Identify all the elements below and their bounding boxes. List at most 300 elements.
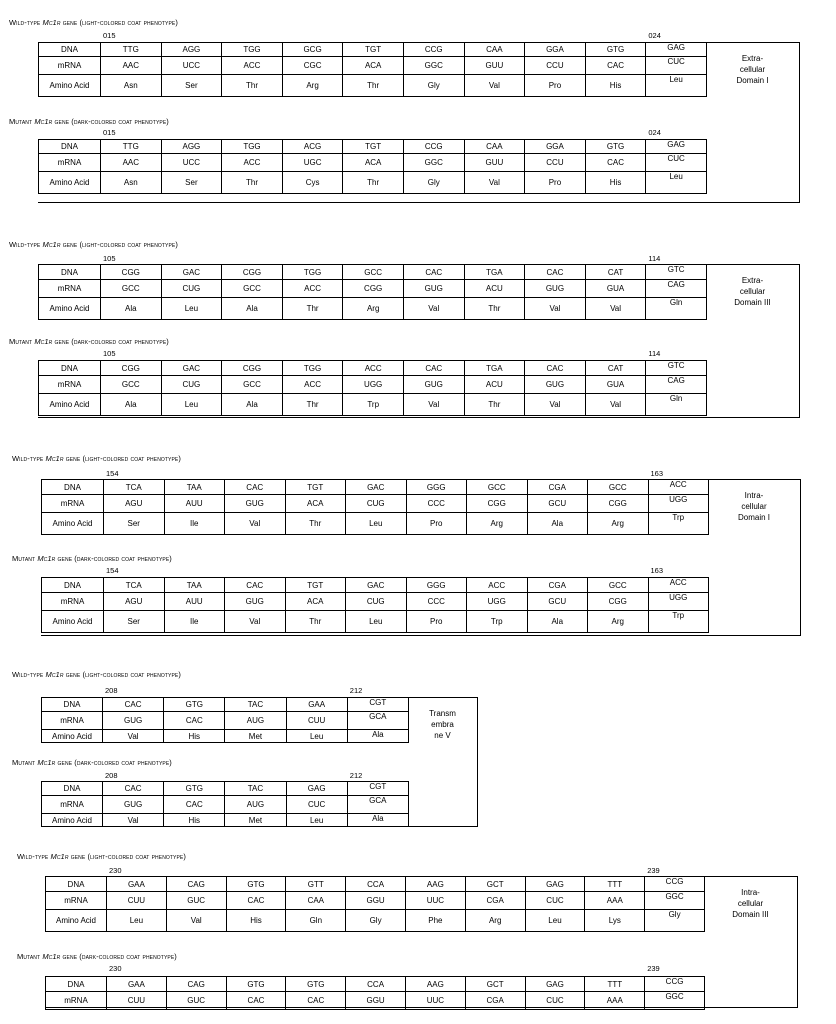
codon-cell: GUU <box>464 57 525 75</box>
codon-cell: Lys <box>585 910 645 932</box>
codon-cell: TGT <box>343 43 404 57</box>
section-bottom-border <box>41 826 408 827</box>
domain-label-line: Extra- <box>741 54 764 63</box>
codon-cell: GAC <box>161 361 222 376</box>
codon-start-position: 105 <box>103 349 116 358</box>
codon-cell: GAC <box>161 265 222 280</box>
codon-cell: ACU <box>464 376 525 394</box>
codon-cell: CCG <box>645 977 705 992</box>
domain-label <box>408 697 478 827</box>
codon-cell: GCU <box>527 593 588 611</box>
codon-cell: GTG <box>585 43 646 57</box>
codon-cell: GUU <box>464 154 525 172</box>
codon-cell: CGT <box>347 782 408 796</box>
codon-cell: Asn <box>101 75 162 97</box>
table-row <box>39 43 707 57</box>
table-row <box>39 75 707 97</box>
codon-cell: CGG <box>588 495 649 513</box>
row-label: mRNA <box>39 280 101 298</box>
codon-cell: CGG <box>101 265 162 280</box>
table-row <box>39 265 707 280</box>
codon-cell: TTT <box>585 977 645 992</box>
codon-cell: GAG <box>286 782 347 796</box>
wild-type-label: Wild-type Mc1r gene (light-colored coat phenotype) <box>9 18 178 27</box>
gene-name: Mc1r <box>42 952 61 961</box>
codon-end-position: 163 <box>650 469 664 478</box>
codon-end-position: 239 <box>647 964 660 973</box>
table-row <box>42 495 709 513</box>
gene-name: Mc1r <box>42 240 61 249</box>
codon-cell: CCG <box>403 140 464 154</box>
codon-cell: GGC <box>403 154 464 172</box>
wild-type-label: Wild-type Mc1r gene (light-colored coat phenotype) <box>9 240 178 249</box>
domain-label-line: cellular <box>739 287 766 296</box>
codon-cell: CCU <box>525 57 586 75</box>
codon-start-position: 208 <box>105 771 118 780</box>
codon-cell: ACU <box>464 280 525 298</box>
codon-cell: ACC <box>467 578 528 593</box>
codon-cell: GCC <box>343 265 404 280</box>
mutant-label: Mutant Mc1r gene (dark-colored coat phenotype) <box>12 758 172 767</box>
row-label: DNA <box>39 140 101 154</box>
codon-cell: ACC <box>648 578 709 593</box>
table-row <box>42 712 409 730</box>
codon-cell: CGG <box>588 593 649 611</box>
codon-cell: Ser <box>161 172 222 194</box>
codon-cell: GCC <box>222 280 283 298</box>
codon-cell: Ala <box>527 513 588 535</box>
codon-end-position: 239 <box>647 866 660 875</box>
codon-cell: ACA <box>343 57 404 75</box>
mutant-label: Mutant Mc1r gene (dark-colored coat phenotype) <box>12 554 172 563</box>
row-label: Amino Acid <box>42 611 104 633</box>
domain-label-line: Domain I <box>736 76 769 85</box>
codon-cell: AAG <box>405 977 465 992</box>
codon-cell: GUG <box>525 376 586 394</box>
codon-cell: Leu <box>286 730 347 743</box>
wild-type-table <box>38 264 707 320</box>
codon-cell: GAG <box>525 877 585 892</box>
gene-name: Mc1r <box>50 852 69 861</box>
codon-cell: TCA <box>104 578 165 593</box>
codon-cell: CUG <box>346 495 407 513</box>
codon-end-position: 114 <box>648 349 661 358</box>
codon-cell: Ser <box>104 611 165 633</box>
codon-cell: GAG <box>525 977 585 992</box>
codon-cell: CCA <box>346 977 406 992</box>
mutant-table <box>38 360 707 416</box>
table-row <box>39 57 707 75</box>
codon-cell: GAG <box>646 43 707 57</box>
gene-name: Mc1r <box>34 117 53 126</box>
codon-cell: GGG <box>406 578 467 593</box>
codon-cell: TGG <box>282 361 343 376</box>
codon-cell: Met <box>225 814 286 827</box>
codon-cell: UGG <box>648 593 709 611</box>
row-label: DNA <box>39 43 101 57</box>
row-label: mRNA <box>42 712 103 730</box>
codon-start-position: 015 <box>103 31 116 40</box>
codon-cell: CAC <box>226 892 286 910</box>
row-label: Amino Acid <box>42 814 103 827</box>
codon-end-position: 024 <box>648 128 661 137</box>
codon-cell: GAG <box>646 140 707 154</box>
codon-start-position: 154 <box>106 566 119 575</box>
mutant-positions <box>41 566 708 576</box>
row-label: Amino Acid <box>39 394 101 416</box>
codon-cell: GCU <box>527 495 588 513</box>
codon-cell: GUC <box>166 892 226 910</box>
table-row <box>46 977 705 992</box>
codon-cell: ACG <box>282 140 343 154</box>
codon-cell: GUG <box>525 280 586 298</box>
table-row <box>46 910 705 932</box>
codon-cell: Leu <box>346 611 407 633</box>
codon-cell: GCC <box>588 480 649 495</box>
codon-cell: Val <box>585 394 646 416</box>
codon-cell: GTG <box>226 877 286 892</box>
codon-cell: Cys <box>282 172 343 194</box>
wild-type-table <box>45 876 705 932</box>
codon-cell: GCC <box>467 480 528 495</box>
codon-cell: Trp <box>343 394 404 416</box>
codon-cell: CCG <box>403 43 464 57</box>
codon-cell: Pro <box>406 513 467 535</box>
codon-cell: CAC <box>103 782 164 796</box>
codon-cell: CUU <box>286 712 347 730</box>
codon-cell: UGG <box>343 376 404 394</box>
codon-cell: CGG <box>222 265 283 280</box>
wild-type-table <box>41 479 709 535</box>
codon-cell: Ser <box>161 75 222 97</box>
codon-cell: CUU <box>107 892 167 910</box>
codon-cell: CAC <box>226 992 286 1010</box>
codon-cell: TTG <box>101 140 162 154</box>
codon-cell: His <box>226 910 286 932</box>
domain-label <box>706 264 800 418</box>
codon-cell: ACC <box>222 154 283 172</box>
codon-cell: TTG <box>101 43 162 57</box>
codon-cell: TGA <box>464 265 525 280</box>
row-label: DNA <box>42 480 104 495</box>
codon-cell: Thr <box>282 298 343 320</box>
row-label: DNA <box>39 265 101 280</box>
codon-cell: Gln <box>646 298 707 320</box>
mutant-table <box>41 781 409 827</box>
codon-cell: CAA <box>464 140 525 154</box>
domain-label <box>704 876 798 1008</box>
row-label: mRNA <box>46 992 107 1010</box>
row-label: DNA <box>39 361 101 376</box>
mutant-positions <box>38 349 706 359</box>
codon-cell: CUG <box>161 280 222 298</box>
codon-cell: ACA <box>285 495 346 513</box>
codon-cell: CAG <box>646 280 707 298</box>
mutant-table <box>41 577 709 633</box>
codon-cell: GTC <box>646 361 707 376</box>
codon-cell: His <box>585 75 646 97</box>
gene-name: Mc1r <box>37 554 56 563</box>
codon-cell: Gly <box>403 75 464 97</box>
codon-cell: Val <box>403 298 464 320</box>
codon-cell: CUC <box>286 796 347 814</box>
domain-label-line: Extra- <box>741 276 764 285</box>
codon-cell: Thr <box>464 298 525 320</box>
codon-cell: GCC <box>222 376 283 394</box>
codon-cell: CUC <box>646 154 707 172</box>
codon-cell: Ser <box>104 513 165 535</box>
codon-cell: UUC <box>405 992 465 1010</box>
mutant-positions <box>41 771 408 781</box>
codon-cell: UUC <box>405 892 465 910</box>
codon-cell: Thr <box>222 172 283 194</box>
table-row <box>42 782 409 796</box>
codon-cell: CGG <box>101 361 162 376</box>
codon-cell: CCG <box>645 877 705 892</box>
codon-cell: CAC <box>585 57 646 75</box>
domain-label-line: Intra- <box>744 491 764 500</box>
mutant-label: Mutant Mc1r gene (dark-colored coat phenotype) <box>9 337 169 346</box>
codon-cell: Thr <box>285 611 346 633</box>
codon-cell: CCU <box>525 154 586 172</box>
codon-cell: Arg <box>465 910 525 932</box>
codon-cell: Gln <box>646 394 707 416</box>
codon-cell: AAC <box>101 57 162 75</box>
codon-cell: Arg <box>588 513 649 535</box>
codon-cell: UCC <box>161 154 222 172</box>
codon-cell: Arg <box>588 611 649 633</box>
table-row <box>42 480 709 495</box>
row-label: mRNA <box>39 57 101 75</box>
codon-cell: GGA <box>525 140 586 154</box>
codon-cell: Ala <box>222 394 283 416</box>
codon-cell: Leu <box>286 814 347 827</box>
gene-name: Mc1r <box>42 18 61 27</box>
wild-type-positions <box>41 686 408 696</box>
codon-end-position: 212 <box>349 771 363 780</box>
codon-cell: TGG <box>222 140 283 154</box>
codon-cell: Arg <box>282 75 343 97</box>
codon-cell: Met <box>225 730 286 743</box>
table-row <box>39 298 707 320</box>
codon-cell: Gly <box>645 910 705 932</box>
codon-cell: GUG <box>403 280 464 298</box>
codon-cell: GGU <box>346 892 406 910</box>
codon-cell: GUA <box>585 280 646 298</box>
codon-cell: AUU <box>164 495 225 513</box>
codon-cell: GTG <box>585 140 646 154</box>
codon-start-position: 154 <box>106 469 119 478</box>
codon-cell: UGG <box>648 495 709 513</box>
codon-cell: Val <box>464 172 525 194</box>
gene-name: Mc1r <box>45 670 64 679</box>
gene-name: Mc1r <box>37 758 56 767</box>
domain-label-line: Domain III <box>732 910 769 919</box>
codon-cell: Phe <box>405 910 465 932</box>
row-label: DNA <box>42 782 103 796</box>
codon-cell: Leu <box>107 910 167 932</box>
row-label: mRNA <box>42 593 104 611</box>
codon-cell: CCC <box>406 495 467 513</box>
domain-label-line: embra <box>431 720 454 729</box>
codon-cell: Leu <box>646 75 707 97</box>
codon-cell: CAC <box>164 796 225 814</box>
codon-cell: TGT <box>285 480 346 495</box>
codon-cell: Val <box>403 394 464 416</box>
codon-cell: AGU <box>104 495 165 513</box>
codon-cell: GAA <box>107 877 167 892</box>
codon-cell: Val <box>225 611 286 633</box>
codon-cell: CAC <box>225 578 286 593</box>
codon-cell: CAC <box>103 698 164 712</box>
table-row <box>42 593 709 611</box>
codon-cell: Ala <box>527 611 588 633</box>
row-label: mRNA <box>39 376 101 394</box>
codon-cell: CAC <box>225 480 286 495</box>
codon-cell: GCT <box>465 877 525 892</box>
codon-cell: CGC <box>282 57 343 75</box>
table-row <box>39 376 707 394</box>
codon-end-position: 024 <box>648 31 661 40</box>
codon-cell: His <box>164 814 225 827</box>
row-label: mRNA <box>39 154 101 172</box>
codon-cell: Thr <box>285 513 346 535</box>
row-label: Amino Acid <box>42 513 104 535</box>
domain-label-line: Domain III <box>734 298 771 307</box>
codon-cell: CGA <box>465 992 525 1010</box>
codon-cell: GTG <box>226 977 286 992</box>
table-row <box>42 814 409 827</box>
codon-cell: CUG <box>346 593 407 611</box>
codon-cell: CAC <box>525 361 586 376</box>
table-row <box>39 154 707 172</box>
codon-cell: Ala <box>222 298 283 320</box>
codon-cell: GCT <box>465 977 525 992</box>
row-label: DNA <box>46 877 107 892</box>
mutant-positions <box>38 128 706 138</box>
codon-cell: GAA <box>107 977 167 992</box>
codon-end-position: 114 <box>648 254 661 263</box>
codon-cell: CAT <box>585 361 646 376</box>
codon-cell: GGC <box>645 892 705 910</box>
mutant-label: Mutant Mc1r gene (dark-colored coat phenotype) <box>9 117 169 126</box>
section-bottom-border <box>45 1007 704 1008</box>
codon-cell: Pro <box>406 611 467 633</box>
codon-cell: Thr <box>343 172 404 194</box>
row-label: DNA <box>42 698 103 712</box>
codon-cell: CAC <box>403 361 464 376</box>
codon-cell: Trp <box>648 513 709 535</box>
codon-cell: ACC <box>282 376 343 394</box>
codon-cell: GTG <box>286 977 346 992</box>
row-label: Amino Acid <box>42 730 103 743</box>
row-label: DNA <box>42 578 104 593</box>
codon-cell: Gly <box>346 910 406 932</box>
codon-cell: GCA <box>347 796 408 814</box>
codon-cell: Thr <box>222 75 283 97</box>
mutant-positions <box>45 964 704 974</box>
codon-cell: GGU <box>346 992 406 1010</box>
codon-end-position: 163 <box>650 566 664 575</box>
table-row <box>39 394 707 416</box>
codon-cell: CGA <box>527 578 588 593</box>
codon-cell: CCA <box>346 877 406 892</box>
codon-cell: GTT <box>286 877 346 892</box>
codon-cell: UCC <box>161 57 222 75</box>
table-row <box>42 513 709 535</box>
codon-cell: GUA <box>585 376 646 394</box>
codon-cell: TAC <box>225 698 286 712</box>
codon-cell: TAA <box>164 578 225 593</box>
codon-cell: CGA <box>527 480 588 495</box>
codon-cell: TGA <box>464 361 525 376</box>
domain-label-line: Transm <box>429 709 456 718</box>
codon-cell: CCC <box>406 593 467 611</box>
codon-cell: CGA <box>465 892 525 910</box>
codon-cell: GUG <box>225 593 286 611</box>
codon-cell: TGT <box>285 578 346 593</box>
codon-cell: Val <box>103 730 164 743</box>
codon-cell: Ala <box>101 394 162 416</box>
domain-label-line: cellular <box>739 65 766 74</box>
codon-cell: CAC <box>585 154 646 172</box>
codon-cell: Arg <box>467 513 528 535</box>
codon-cell: AAC <box>101 154 162 172</box>
codon-cell: CUG <box>161 376 222 394</box>
wild-type-positions <box>41 469 708 479</box>
codon-cell: GUC <box>166 992 226 1010</box>
codon-cell: AGG <box>161 43 222 57</box>
codon-cell: TGG <box>282 265 343 280</box>
codon-cell: CAC <box>286 992 346 1010</box>
codon-cell: GUG <box>103 796 164 814</box>
codon-start-position: 105 <box>103 254 116 263</box>
domain-label-line: cellular <box>741 502 767 511</box>
codon-cell: GCC <box>101 280 162 298</box>
codon-start-position: 230 <box>109 866 122 875</box>
codon-cell: Val <box>525 298 586 320</box>
domain-label-line: ne V <box>434 731 451 740</box>
section-bottom-border <box>38 417 706 418</box>
codon-cell: GUG <box>403 376 464 394</box>
codon-cell: ACA <box>343 154 404 172</box>
table-row <box>46 877 705 892</box>
codon-cell: His <box>164 730 225 743</box>
codon-cell: GUG <box>103 712 164 730</box>
codon-cell: CUC <box>525 992 585 1010</box>
codon-cell: CAA <box>464 43 525 57</box>
codon-cell: CAA <box>286 892 346 910</box>
codon-cell: Leu <box>646 172 707 194</box>
codon-cell: TAA <box>164 480 225 495</box>
wild-type-table <box>38 42 707 97</box>
row-label: mRNA <box>42 495 104 513</box>
codon-cell: Val <box>166 910 226 932</box>
codon-cell: His <box>585 172 646 194</box>
codon-cell: TAC <box>225 782 286 796</box>
codon-cell: GGC <box>645 992 705 1010</box>
table-row <box>39 140 707 154</box>
wild-type-positions <box>38 31 706 41</box>
table-row <box>42 698 409 712</box>
codon-cell: ACC <box>343 361 404 376</box>
codon-cell: UGC <box>282 154 343 172</box>
row-label: Amino Acid <box>39 75 101 97</box>
wild-type-label: Wild-type Mc1r gene (light-colored coat phenotype) <box>17 852 186 861</box>
codon-cell: Ala <box>101 298 162 320</box>
domain-label <box>708 479 801 636</box>
wild-type-positions <box>38 254 706 264</box>
